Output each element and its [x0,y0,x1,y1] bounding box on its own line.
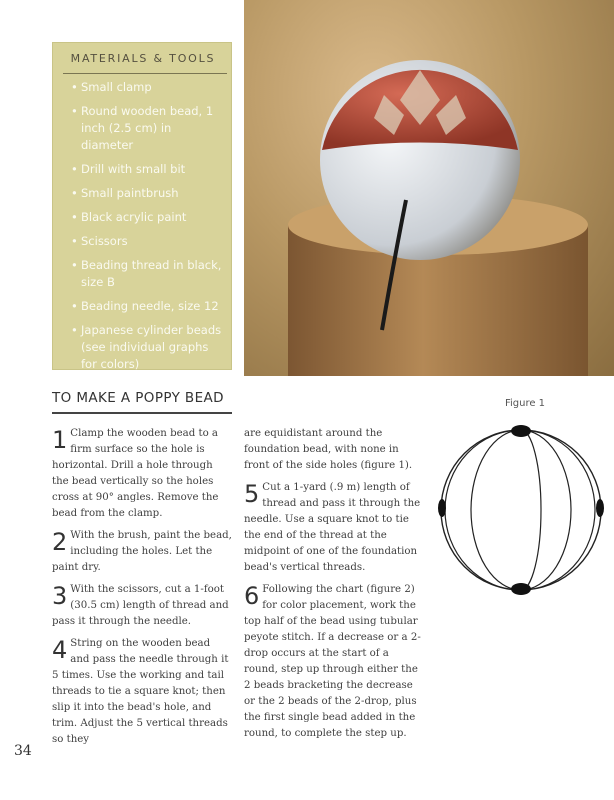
step-text: With the brush, paint the bead, including the holes. Let the paint dry. [52,530,232,573]
step-5 [244,480,422,576]
step-number: 3 [52,582,68,610]
step-4-continued: are equidistant around the foundation bead, with none in front of the side holes (figure 1). [244,428,413,471]
top-hole [511,425,531,437]
step-1 [52,426,232,522]
side-hole-right [596,499,604,517]
step-number: 2 [52,528,68,556]
step-number: 4 [52,636,68,664]
thread-line [521,430,541,590]
bullet-icon: • [71,162,78,176]
step-text: With the scissors, cut a 1-foot (30.5 cm) length of thread and pass it through the needle. [52,584,229,627]
materials-item: • Scissors [71,234,128,248]
poppy-bead-photo [244,0,614,376]
materials-divider [63,73,227,74]
section-divider [52,412,232,414]
bullet-icon: • [71,258,78,272]
materials-item: • Beading needle, size 12 [71,299,219,313]
materials-item: • Black acrylic paint [71,210,187,224]
materials-item: • Beading thread in black, size B [71,258,222,289]
thread-line [445,430,521,590]
thread-line [521,430,595,590]
materials-item: • Small clamp [71,80,152,94]
step-3 [52,582,232,630]
bullet-icon: • [71,323,78,337]
bullet-icon: • [71,234,78,248]
section-heading: TO MAKE A POPPY BEAD [52,390,224,406]
steps-column-left [52,426,232,754]
side-hole-left [438,499,446,517]
step-number: 5 [244,480,260,508]
thread-line [471,430,521,590]
materials-item: • Japanese cylinder beads (see individual graphs for colors) [71,323,222,371]
materials-item: • Round wooden bead, 1 inch (2.5 cm) in diameter [71,104,214,152]
steps-column-right [244,426,422,748]
bullet-icon: • [71,299,78,313]
bullet-icon: • [71,186,78,200]
step-text: Cut a 1-yard (.9 m) length of thread and pass it through the needle. Use a square knot to tie the end of the thread at the midpoint of one of the foundation bead's vertical threads. [244,482,421,573]
bullet-icon: • [71,210,78,224]
foundation-threads-diagram [438,422,604,598]
step-6 [244,582,422,742]
materials-item: • Drill with small bit [71,162,186,176]
step-number: 6 [244,582,260,610]
materials-item: • Small paintbrush [71,186,179,200]
materials-list [71,79,227,380]
page-number: 34 [14,743,32,759]
figure-label: Figure 1 [504,398,546,409]
bullet-icon: • [71,80,78,94]
materials-box [52,42,232,370]
thread-line [521,430,571,590]
step-4 [52,636,232,748]
bead-outline [441,430,601,590]
step-text: Following the chart (figure 2) for color placement, work the top half of the bead using tubular peyote stitch. If a decrease or a 2-drop occurs at the start of a round, step up through either the 2 beads bracketing the decrease or the 2 beads of the 2-drop, plus the first single bead added in the round, to complete the step up. [244,584,421,739]
materials-title: MATERIALS & TOOLS [70,52,216,65]
step-text: String on the wooden bead and pass the needle through it 5 times. Use the working and tail threads to tie a square knot; then slip it into the bead's hole, and trim. Adjust the 5 vertical threads so they [52,638,229,745]
photo-illustration [244,0,614,376]
bullet-icon: • [71,104,78,118]
step-text: Clamp the wooden bead to a firm surface so the hole is horizontal. Drill a hole through the bead vertically so the holes cross at 90° angles. Remove the bead from the clamp. [52,428,219,519]
step-number: 1 [52,426,68,454]
step-2 [52,528,232,576]
bottom-hole [511,583,531,595]
